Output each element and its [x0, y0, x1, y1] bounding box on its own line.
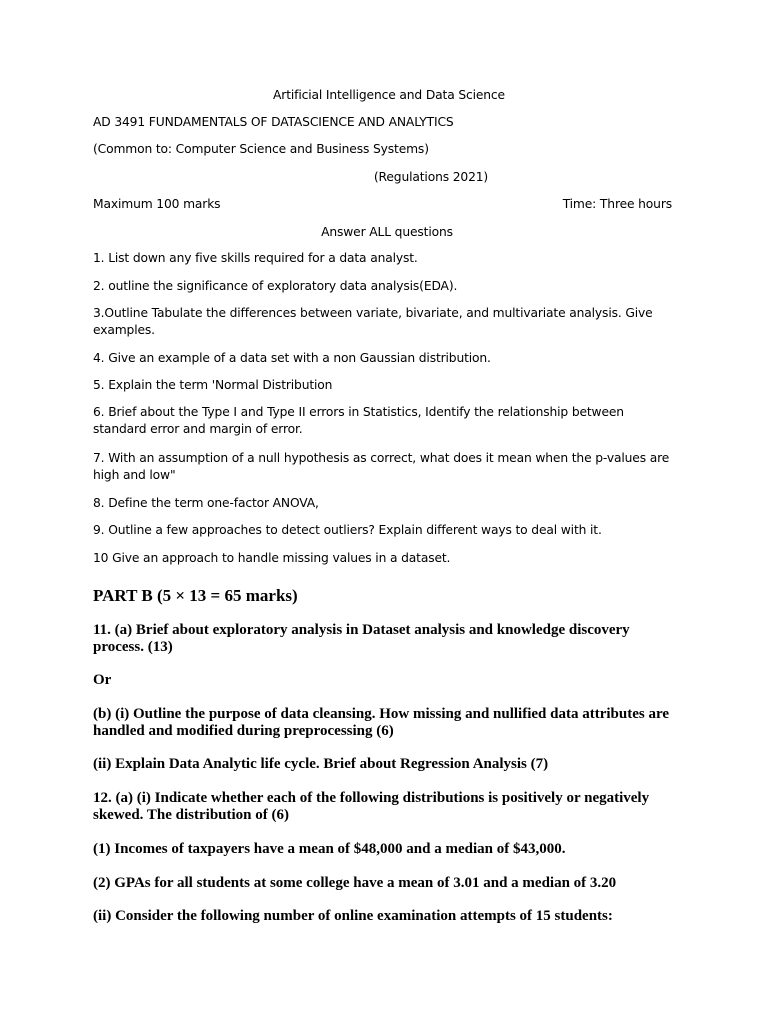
time-allowed: Time: Three hours: [562, 197, 672, 211]
question-9: 9. Outline a few approaches to detect outliers? Explain different ways to deal with it.: [93, 523, 602, 537]
question-2: 2. outline the significance of exploratory data analysis(EDA).: [93, 279, 458, 293]
question-6: 6. Brief about the Type I and Type II errors in Statistics, Identify the relationship between standard error and margin of error.: [93, 405, 624, 436]
part-b-heading: PART B (5 × 13 = 65 marks): [93, 586, 298, 605]
question-4: 4. Give an example of a data set with a non Gaussian distribution.: [93, 351, 491, 365]
question-1: 1. List down any five skills required for a data analyst.: [93, 251, 418, 265]
instruction-line: Answer ALL questions: [321, 225, 453, 239]
question-7: 7. With an assumption of a null hypothesis as correct, what does it mean when the p-values are high and low": [93, 451, 670, 482]
question-8: 8. Define the term one-factor ANOVA,: [93, 496, 319, 510]
question-12a-i: 12. (a) (i) Indicate whether each of the following distributions is positively or negatively skewed. The distribution of (6): [93, 790, 650, 823]
question-5: 5. Explain the term 'Normal Distribution: [93, 378, 333, 392]
common-to-line: (Common to: Computer Science and Business Systems): [93, 142, 429, 156]
max-marks: Maximum 100 marks: [93, 197, 221, 211]
question-11b-ii: (ii) Explain Data Analytic life cycle. Brief about Regression Analysis (7): [93, 756, 549, 772]
question-11b-i: (b) (i) Outline the purpose of data cleansing. How missing and nullified data attributes are handled and modified during preprocessing (6): [93, 706, 670, 739]
or-separator: Or: [93, 672, 112, 688]
course-title: AD 3491 FUNDAMENTALS OF DATASCIENCE AND ANALYTICS: [93, 115, 454, 129]
question-12a-i-2: (2) GPAs for all students at some college have a mean of 3.01 and a median of 3.20: [93, 875, 617, 891]
question-10: 10 Give an approach to handle missing values in a dataset.: [93, 551, 451, 565]
question-12a-i-1: (1) Incomes of taxpayers have a mean of $48,000 and a median of $43,000.: [93, 841, 566, 857]
department-title: Artificial Intelligence and Data Science: [273, 88, 505, 102]
question-12a-ii: (ii) Consider the following number of online examination attempts of 15 students:: [93, 908, 613, 924]
marks-time-row: [93, 196, 672, 213]
regulations-line: (Regulations 2021): [373, 170, 489, 184]
question-3: 3.Outline Tabulate the differences between variate, bivariate, and multivariate analysis. Give examples.: [93, 306, 653, 337]
question-11a: 11. (a) Brief about exploratory analysis in Dataset analysis and knowledge discovery process. (13): [93, 622, 630, 655]
